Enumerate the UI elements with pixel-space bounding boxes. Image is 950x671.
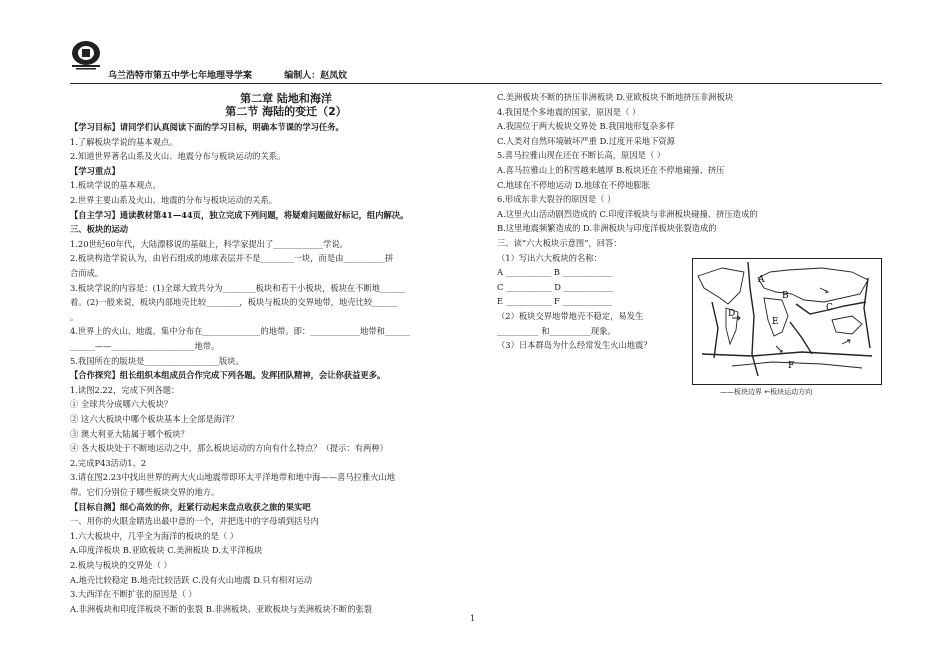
right-lines-item: A.我国位于两大板块交界处 B.我国地形复杂多样	[497, 121, 675, 132]
right-lines-item: （3）日本群岛为什么经常发生火山地震？	[497, 340, 652, 351]
left-lines-item: 1.板块学说的基本观点。	[70, 180, 161, 191]
header-divider	[70, 83, 882, 84]
map-label-e: E	[772, 317, 779, 327]
left-lines-item: 着。(2)一般来说，板块内部地壳比较________，板块与板块的交界地带，地壳比较______	[70, 297, 398, 308]
plate-map	[692, 258, 882, 385]
map-label-a: A	[758, 275, 765, 285]
left-lines-item: 1.20世纪60年代，大陆漂移说的基础上，科学家提出了____________学说。	[70, 238, 348, 249]
left-lines-item: A.地壳比较稳定 B.地壳比较活跃 C.没有火山地震 D.只有相对运动	[70, 574, 313, 585]
left-lines-item: 2.板块构造学说认为，由岩石组成的地球表层并不是________一块，而是由__________拼	[70, 253, 394, 264]
left-lines-item: 【目标自测】细心高效的你，赶紧行动起来盘点收获之旅的果实吧	[70, 501, 311, 512]
left-lines-item: ______——____________________地带。	[70, 341, 220, 351]
school-logo	[70, 40, 102, 70]
right-lines-item: C ___________ D ____________	[497, 281, 614, 292]
left-lines-item: 1.了解板块学说的基本观点。	[70, 136, 178, 147]
right-lines-item: （2）板块交界地带地壳不稳定，易发生	[497, 311, 644, 321]
left-lines-item: A.非洲板块和印度洋板块不断的张裂 B.非洲板块、亚欧板块与美洲板块不断的张裂	[70, 603, 373, 614]
left-lines-item: ② 这六大板块中哪个板块基本上全部是海洋？	[70, 414, 239, 424]
right-lines-item: __________ 和__________现象。	[497, 325, 616, 336]
left-lines-item: 三、板块的运动	[70, 224, 129, 235]
left-lines-item: 3.大西洋在不断扩张的原因是（ ）	[70, 589, 197, 600]
left-lines-item: ③ 澳大利亚大陆属于哪个板块？	[70, 428, 189, 439]
right-lines-item: A.喜马拉雅山上的积雪越来越厚 B.板块还在不停地碰撞、挤压	[497, 165, 725, 175]
section-title: 第二节 海陆的变迁（2）	[225, 105, 347, 118]
left-lines-item: 2.板块与板块的交界处（ ）	[70, 560, 172, 570]
right-lines-item: A ___________ B ____________	[497, 267, 613, 278]
left-lines-item: ① 全球共分成哪六大板块？	[70, 399, 173, 410]
left-lines-item: 2.完成P43活动1、2	[70, 457, 147, 468]
left-lines-item: 【合作探究】组长组织本组成员合作完成下列各题。发挥团队精神，会让你获益更多。	[70, 370, 386, 381]
left-lines-item: 带。它们分别位于哪些板块交界的地方。	[70, 487, 220, 497]
right-lines-item: C.地球在不停地运动 D.地球在不停地膨胀	[497, 179, 651, 190]
left-lines-item: 4.世界上的火山、地震，集中分布在______________的地带。即：____________地带和______	[70, 326, 410, 337]
left-lines-item: 1.六大板块中，几乎全为海洋的板块的是（ ）	[70, 530, 239, 541]
left-lines-item: 【学习重点】	[70, 165, 120, 176]
right-lines-item: 5.喜马拉雅山现在还在不断长高，原因是（ ）	[497, 150, 666, 161]
map-label-d: D	[728, 309, 736, 319]
right-lines-item: C.人类对自然环境破坏严重 D.过度开采地下资源	[497, 135, 675, 146]
left-lines-item: 。	[70, 311, 79, 322]
left-lines-item: 1.读图2.22，完成下列各题：	[70, 384, 180, 395]
left-lines-item: A.印度洋板块 B.亚欧板块 C.美洲板块 D.太平洋板块	[70, 545, 263, 556]
chapter-title: 第二章 陆地和海洋	[240, 92, 332, 105]
map-label-c: C	[826, 303, 833, 313]
left-lines-item: 5.我国所在的版块是__________________版块。	[70, 355, 244, 366]
page-number: 1	[470, 614, 476, 623]
right-lines-item: 三、读“六大板块示意图”，回答：	[497, 238, 622, 248]
left-lines-item: ④ 各大板块处于不断地运动之中，那么板块运动的方向有什么特点？（提示：有两种）	[70, 443, 388, 454]
left-lines-item: 3.板块学说的内容是：(1)全球大致共分为________板块和若干小板块，板块在不断地______	[70, 282, 405, 293]
left-lines-item: 3.请在图2.23中找出世界的两大火山地震带即环太平洋地带和地中海——喜马拉雅火山地	[70, 472, 396, 483]
map-label-f: F	[788, 361, 795, 371]
map-caption: ——板块边界 ←板块运动方向	[720, 388, 813, 396]
right-lines-item: 6.形成东非大裂谷的原因是（ ）	[497, 194, 616, 205]
left-lines-item: 【自主学习】通读教材第41—44页，独立完成下列问题，将疑难问题做好标记，组内解决。	[70, 209, 409, 220]
right-lines-item: 4.我国是个多地震的国家，原因是（ ）	[497, 106, 641, 117]
left-lines-item: 一、用你的火眼金睛选出最中意的一个，并把选中的字母填到括号内	[70, 516, 319, 527]
right-lines-item: B.这里地震频繁造成的 D.非洲板块与印度洋板块张裂造成的	[497, 223, 717, 234]
editor-label: 编制人：赵凤妏	[284, 71, 348, 81]
left-lines-item: 2.知道世界著名山系及火山、地震分布与板块运动的关系。	[70, 151, 286, 162]
header	[108, 68, 347, 81]
right-lines-item: C.美洲板块不断的挤压非洲板块 D.亚欧板块不断地挤压非洲板块	[497, 92, 734, 102]
left-lines-item: 2.世界主要山系及火山、地震的分布与板块运动的关系。	[70, 195, 278, 205]
right-lines-item: A.这里火山活动剧烈造成的 C.印度洋板块与非洲板块碰撞、挤压造成的	[497, 208, 758, 219]
right-lines-item: E ___________ F ____________	[497, 296, 613, 307]
map-label-b: B	[782, 291, 789, 301]
right-lines-item: （1）写出六大板块的名称：	[497, 252, 602, 263]
left-lines-item: 合而成。	[70, 268, 104, 278]
school-title: 乌兰浩特市第五中学七年地理导学案	[108, 71, 253, 81]
left-lines-item: 【学习目标】请同学们认真阅读下面的学习目标，明确本节课的学习任务。	[70, 122, 344, 132]
